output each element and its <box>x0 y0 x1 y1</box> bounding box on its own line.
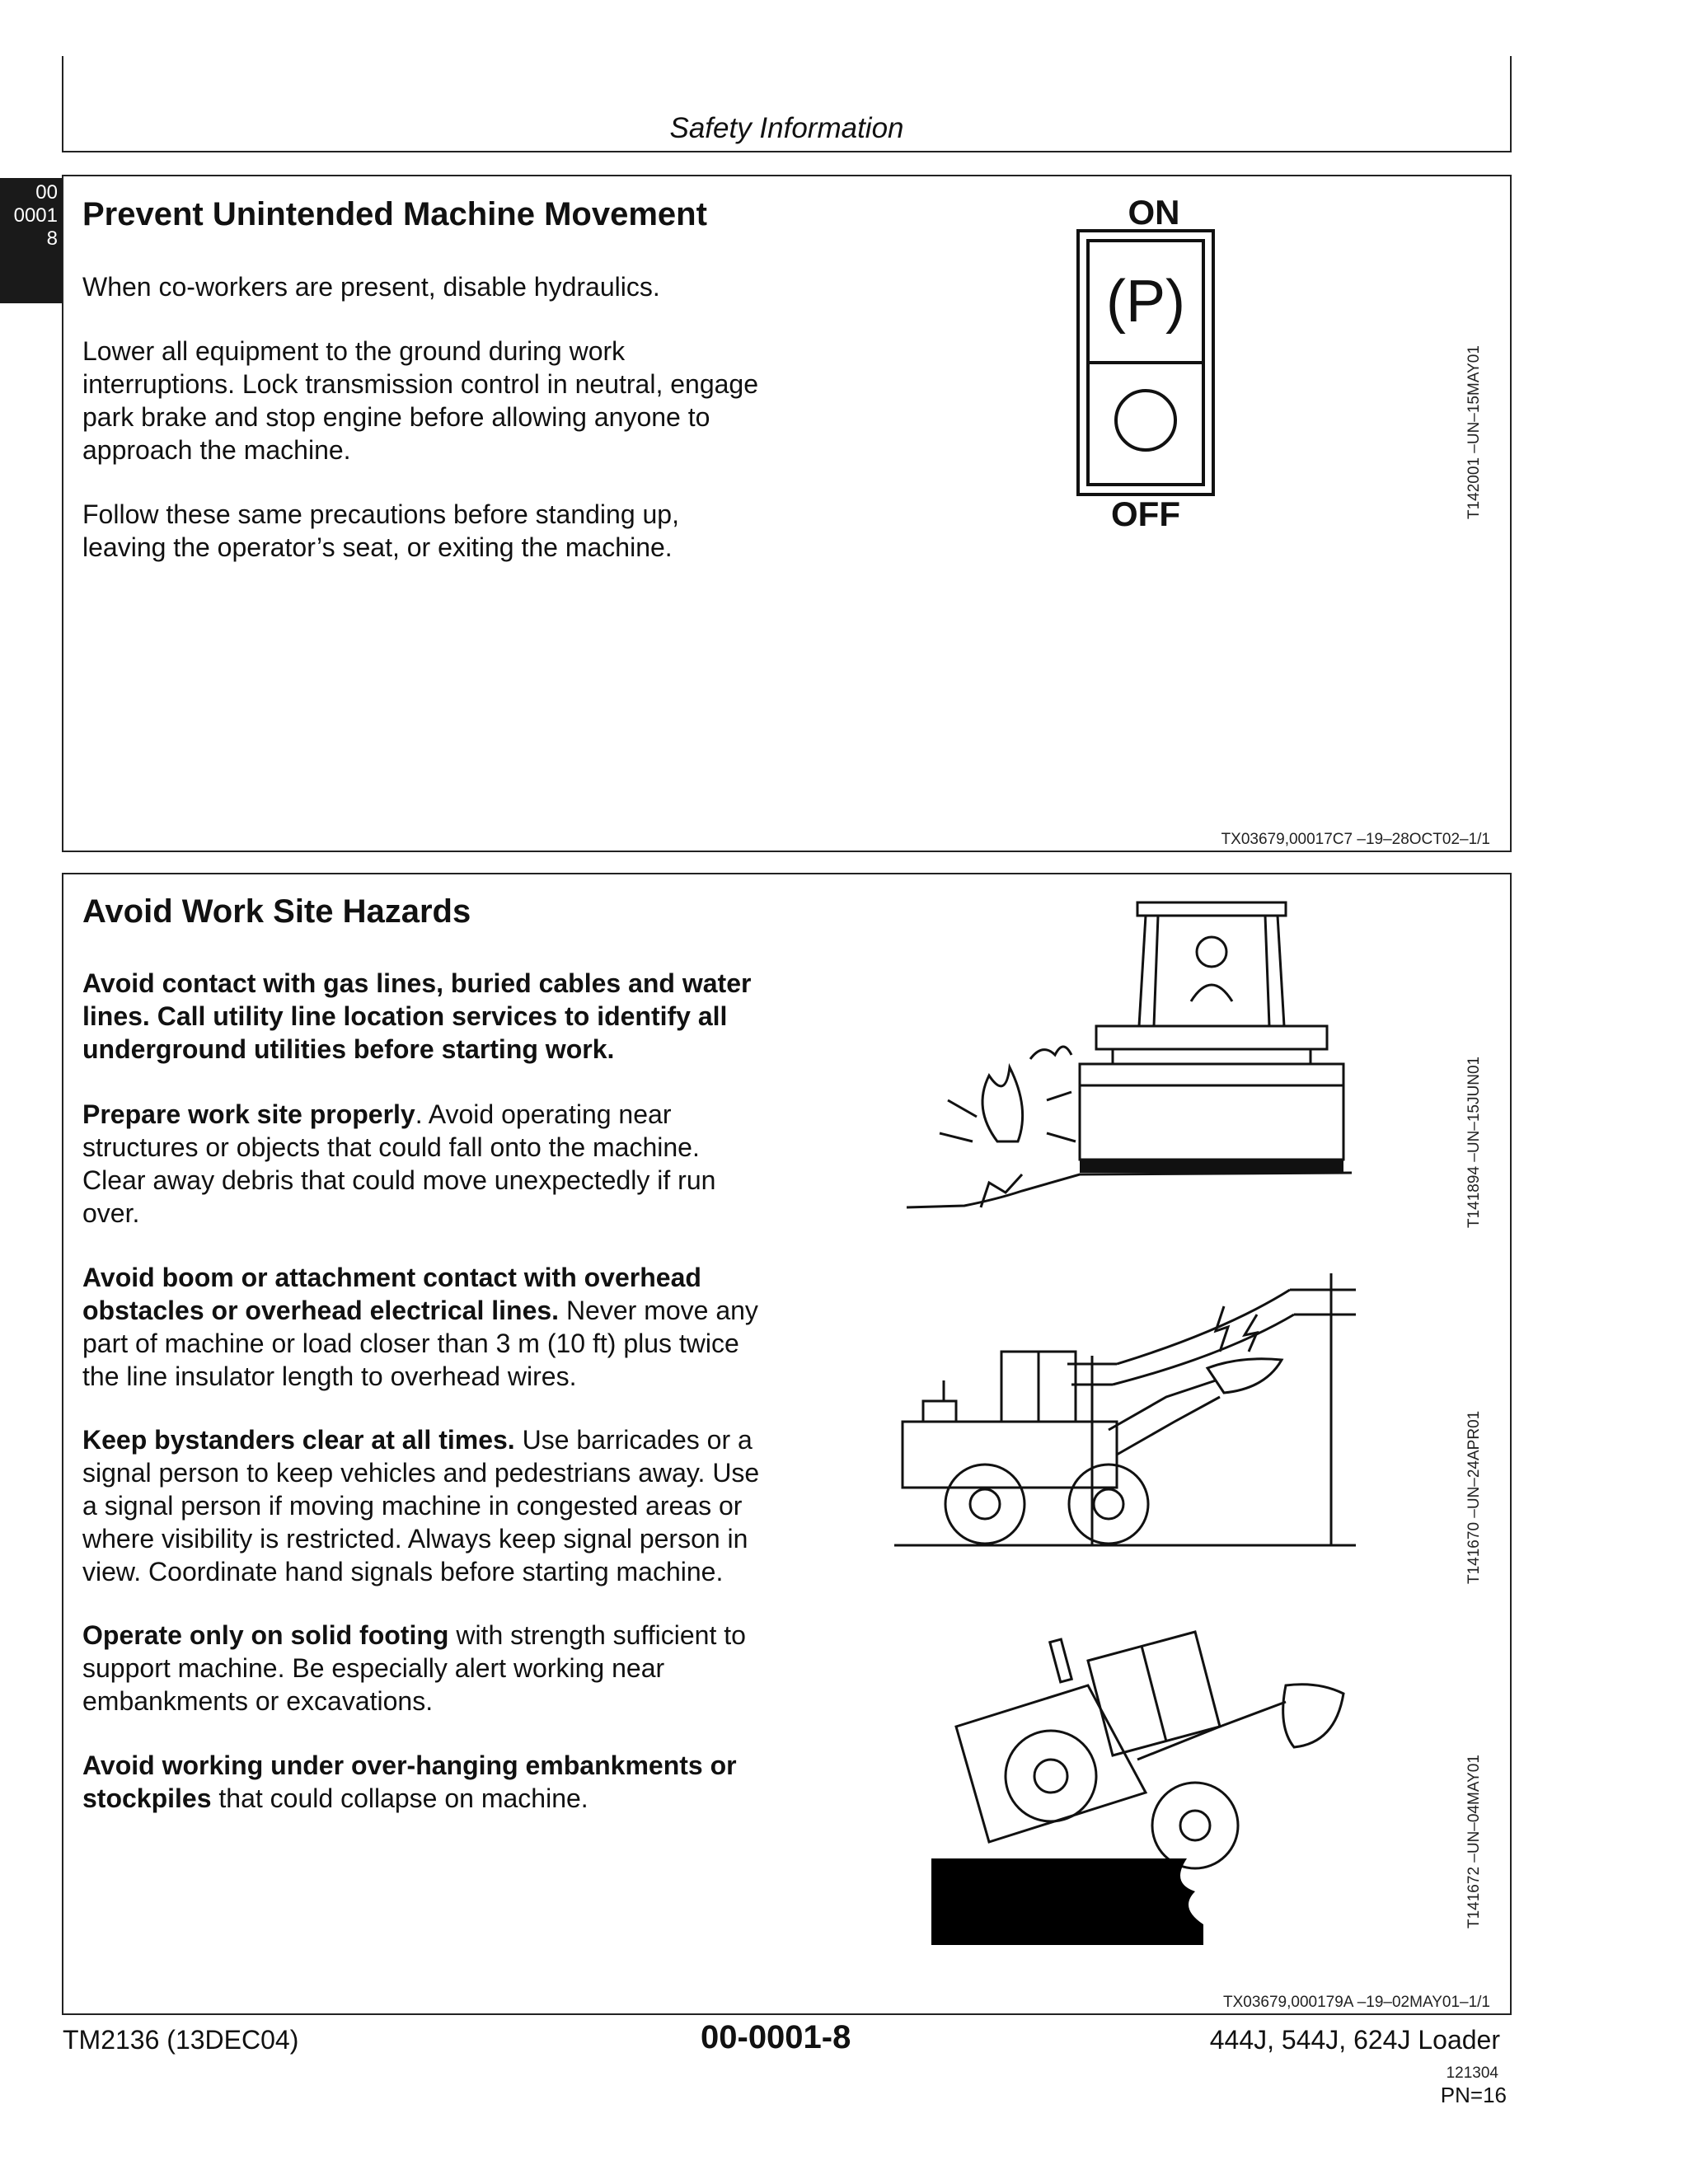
section-tab-line3: 8 <box>46 227 58 250</box>
section2-e-line2: support machine. Be especially alert working near <box>82 1653 665 1683</box>
section2-paragraph-a <box>82 967 751 1066</box>
section2-b-line2: structures or objects that could fall onto the machine. <box>82 1132 700 1162</box>
section2-b-line4: over. <box>82 1198 140 1228</box>
section2-c-line4: the line insulator length to overhead wires. <box>82 1361 577 1391</box>
section2-c-line3: part of machine or load closer than 3 m (10 ft) plus twice <box>82 1329 739 1358</box>
section1-title: Prevent Unintended Machine Movement <box>82 196 707 232</box>
section1-p3-line1: Follow these same precautions before standing up, <box>82 499 679 529</box>
footer-date-code: 121304 <box>1446 2064 1498 2082</box>
section1-doc-ref: TX03679,00017C7 –19–28OCT02–1/1 <box>1221 831 1490 848</box>
section1-p1-text: When co-workers are present, disable hydraulics. <box>82 272 660 302</box>
section2-f-line2-bold: stockpiles <box>82 1783 212 1813</box>
section1-figure-ref: T142001 –UN–15MAY01 <box>1465 345 1483 519</box>
section2-b-line3: Clear away debris that could move unexpectedly if run <box>82 1165 716 1195</box>
section2-e-bold: Operate only on solid footing <box>82 1620 449 1650</box>
section2-d-line5: view. Coordinate hand signals before starting machine. <box>82 1557 724 1586</box>
section2-f-line1: Avoid working under over-hanging embankments or <box>82 1750 737 1780</box>
footer-pn: PN=16 <box>1440 2083 1507 2107</box>
section1-paragraph3 <box>82 498 679 564</box>
section2-title: Avoid Work Site Hazards <box>82 893 471 930</box>
section-tab-line2: 0001 <box>13 204 58 227</box>
loader-power-lines-illustration <box>894 1257 1356 1586</box>
section2-d-line2: signal person to keep vehicles and pedestrians away. Use <box>82 1458 760 1488</box>
section2-a-line1: Avoid contact with gas lines, buried cables and water <box>82 968 752 998</box>
section1-p3-line2: leaving the operator’s seat, or exiting the machine. <box>82 532 673 562</box>
section1-p2-line4: approach the machine. <box>82 435 351 465</box>
section2-c-line1: Avoid boom or attachment contact with overhead <box>82 1263 701 1292</box>
section2-b-line1-rest: . Avoid operating near <box>415 1099 672 1129</box>
footer-page-number: 00-0001-8 <box>701 2019 851 2055</box>
section2-c-line2-rest: Never move any <box>559 1296 758 1325</box>
section1-p2-line2: interruptions. Lock transmission control in neutral, engage <box>82 369 758 399</box>
section2-d-line4: where visibility is restricted. Always keep signal person in <box>82 1524 748 1554</box>
section2-doc-ref: TX03679,000179A –19–02MAY01–1/1 <box>1223 1994 1490 2011</box>
section2-paragraph-f <box>82 1749 737 1815</box>
section1-p2-line3: park brake and stop engine before allowing anyone to <box>82 402 710 432</box>
section1-p2-line1: Lower all equipment to the ground during work <box>82 336 626 366</box>
park-brake-p-symbol: (P) <box>1106 269 1185 335</box>
section2-c-line2-bold: obstacles or overhead electrical lines. <box>82 1296 560 1325</box>
loader-embankment-illustration <box>923 1603 1352 1949</box>
switch-on-label: ON <box>1128 193 1180 232</box>
section2-figure1-ref: T141894 –UN–15JUN01 <box>1465 1056 1483 1228</box>
section2-b-bold: Prepare work site properly <box>82 1099 415 1129</box>
section2-d-line1-rest: Use barricades or a <box>514 1425 753 1455</box>
section2-e-line1-rest: with strength sufficient to <box>448 1620 746 1650</box>
section2-e-line3: embankments or excavations. <box>82 1686 434 1716</box>
section2-d-bold: Keep bystanders clear at all times. <box>82 1425 515 1455</box>
footer-model: 444J, 544J, 624J Loader <box>1209 2025 1500 2055</box>
section2-paragraph-e <box>82 1619 746 1718</box>
section-tab-line1: 00 <box>35 181 58 204</box>
section2-figure3-ref: T141672 –UN–04MAY01 <box>1465 1755 1483 1929</box>
section2-f-line2-rest: that could collapse on machine. <box>211 1783 588 1813</box>
section2-a-line2: lines. Call utility line location services to identify all <box>82 1001 728 1031</box>
header-bottom-rule <box>62 151 1512 152</box>
section2-paragraph-b <box>82 1098 715 1230</box>
section2-figure2-ref: T141670 –UN–24APR01 <box>1465 1410 1483 1584</box>
section2-paragraph-d <box>82 1423 759 1588</box>
section2-a-line3: underground utilities before starting work. <box>82 1034 615 1064</box>
switch-off-label: OFF <box>1111 494 1180 533</box>
section1-paragraph1 <box>82 270 660 303</box>
footer-manual-id: TM2136 (13DEC04) <box>63 2025 299 2055</box>
park-brake-switch-illustration <box>1071 190 1236 536</box>
section2-d-line3: a signal person if moving machine in congested areas or <box>82 1491 743 1521</box>
loader-front-gas-line-illustration <box>907 894 1352 1224</box>
section2-paragraph-c <box>82 1261 758 1393</box>
section1-paragraph2 <box>82 335 758 466</box>
section-tab <box>0 178 63 303</box>
page-header-title: Safety Information <box>669 112 904 144</box>
